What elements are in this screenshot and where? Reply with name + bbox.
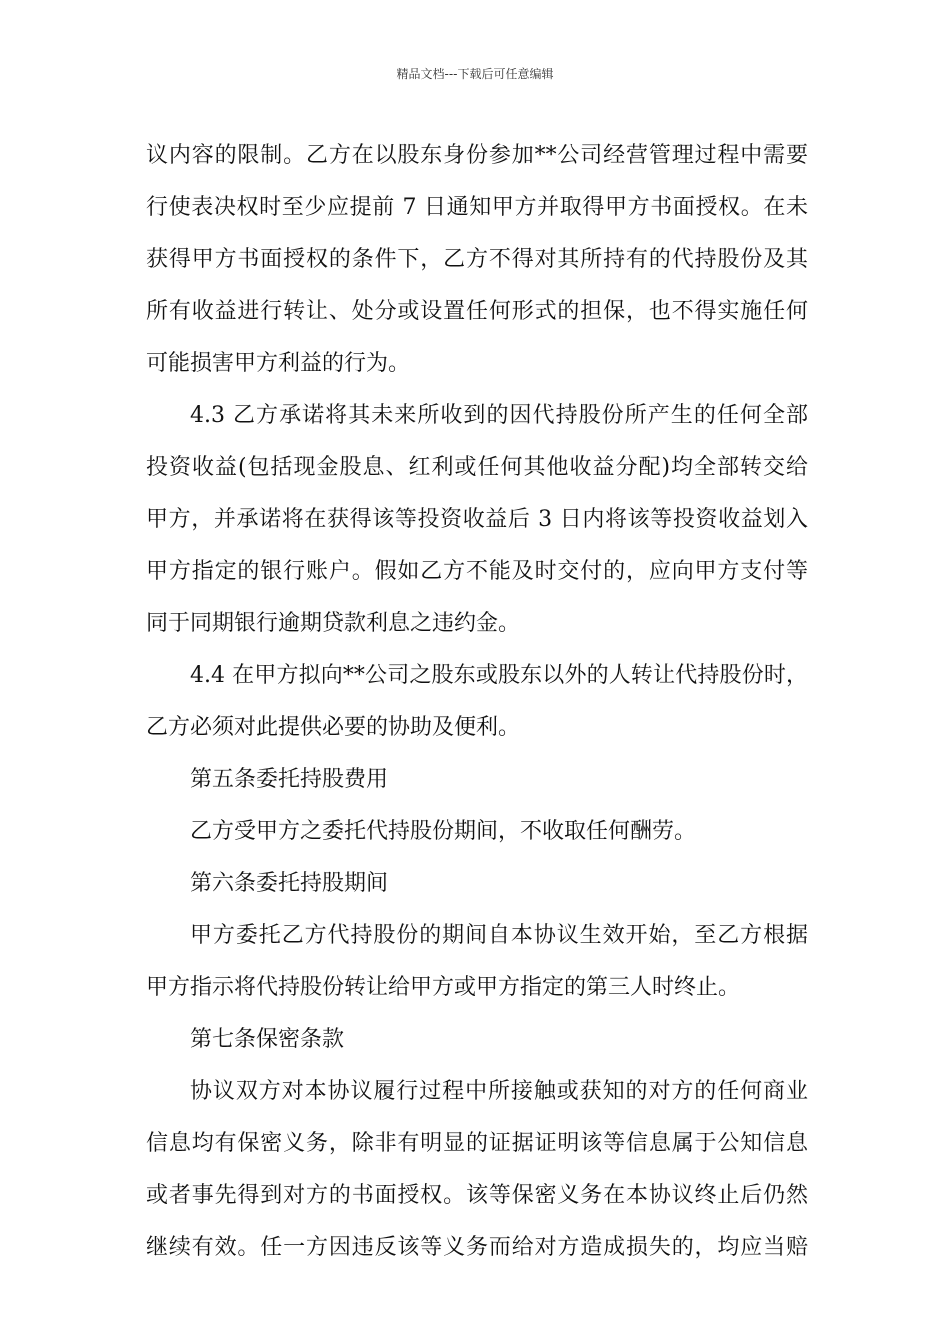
document-body — [146, 130, 808, 1274]
text-line: 甲方指定的银行账户。假如乙方不能及时交付的，应向甲方支付等 — [146, 559, 808, 584]
text-line: 4.4 在甲方拟向**公司之股东或股东以外的人转让代持股份时， — [190, 663, 808, 688]
article-5-heading: 第五条委托持股费用 — [190, 767, 389, 792]
text-line: 投资收益(包括现金股息、红利或任何其他收益分配)均全部转交给 — [146, 455, 808, 480]
paragraph-4-3 — [146, 390, 808, 650]
text-line: 甲方委托乙方代持股份的期间自本协议生效开始，至乙方根据 — [190, 923, 808, 948]
text-line: 4.3 乙方承诺将其未来所收到的因代持股份所产生的任何全部 — [190, 403, 808, 428]
article-7-heading: 第七条保密条款 — [190, 1027, 345, 1052]
page-header: 精品文档---下载后可任意编辑 — [396, 67, 554, 81]
text-line: 同于同期银行逾期贷款利息之违约金。 — [146, 611, 521, 636]
text-line: 继续有效。任一方因违反该等义务而给对方造成损失的，均应当赔 — [146, 1235, 808, 1260]
text-line: 所有收益进行转让、处分或设置任何形式的担保，也不得实施任何 — [146, 299, 808, 324]
text-line: 可能损害甲方利益的行为。 — [146, 351, 411, 376]
paragraph-4-4 — [146, 650, 808, 754]
text-line: 议内容的限制。乙方在以股东身份参加**公司经营管理过程中需要 — [146, 143, 808, 168]
text-line: 甲方，并承诺将在获得该等投资收益后 3 日内将该等投资收益划入 — [146, 507, 808, 532]
article-6-paragraph — [146, 910, 808, 1014]
text-line: 协议双方对本协议履行过程中所接触或获知的对方的任何商业 — [190, 1079, 808, 1104]
paragraph-confidential-authorization — [146, 130, 808, 390]
text-line: 信息均有保密义务，除非有明显的证据证明该等信息属于公知信息 — [146, 1131, 808, 1156]
article-6-heading: 第六条委托持股期间 — [190, 871, 389, 896]
text-line: 乙方必须对此提供必要的协助及便利。 — [146, 715, 521, 740]
article-7-paragraph — [146, 1066, 808, 1274]
article-5-text: 乙方受甲方之委托代持股份期间，不收取任何酬劳。 — [190, 819, 697, 844]
text-line: 甲方指示将代持股份转让给甲方或甲方指定的第三人时终止。 — [146, 975, 741, 1000]
text-line: 或者事先得到对方的书面授权。该等保密义务在本协议终止后仍然 — [146, 1183, 808, 1208]
text-line: 行使表决权时至少应提前 7 日通知甲方并取得甲方书面授权。在未 — [146, 195, 808, 220]
text-line: 获得甲方书面授权的条件下，乙方不得对其所持有的代持股份及其 — [146, 247, 808, 272]
